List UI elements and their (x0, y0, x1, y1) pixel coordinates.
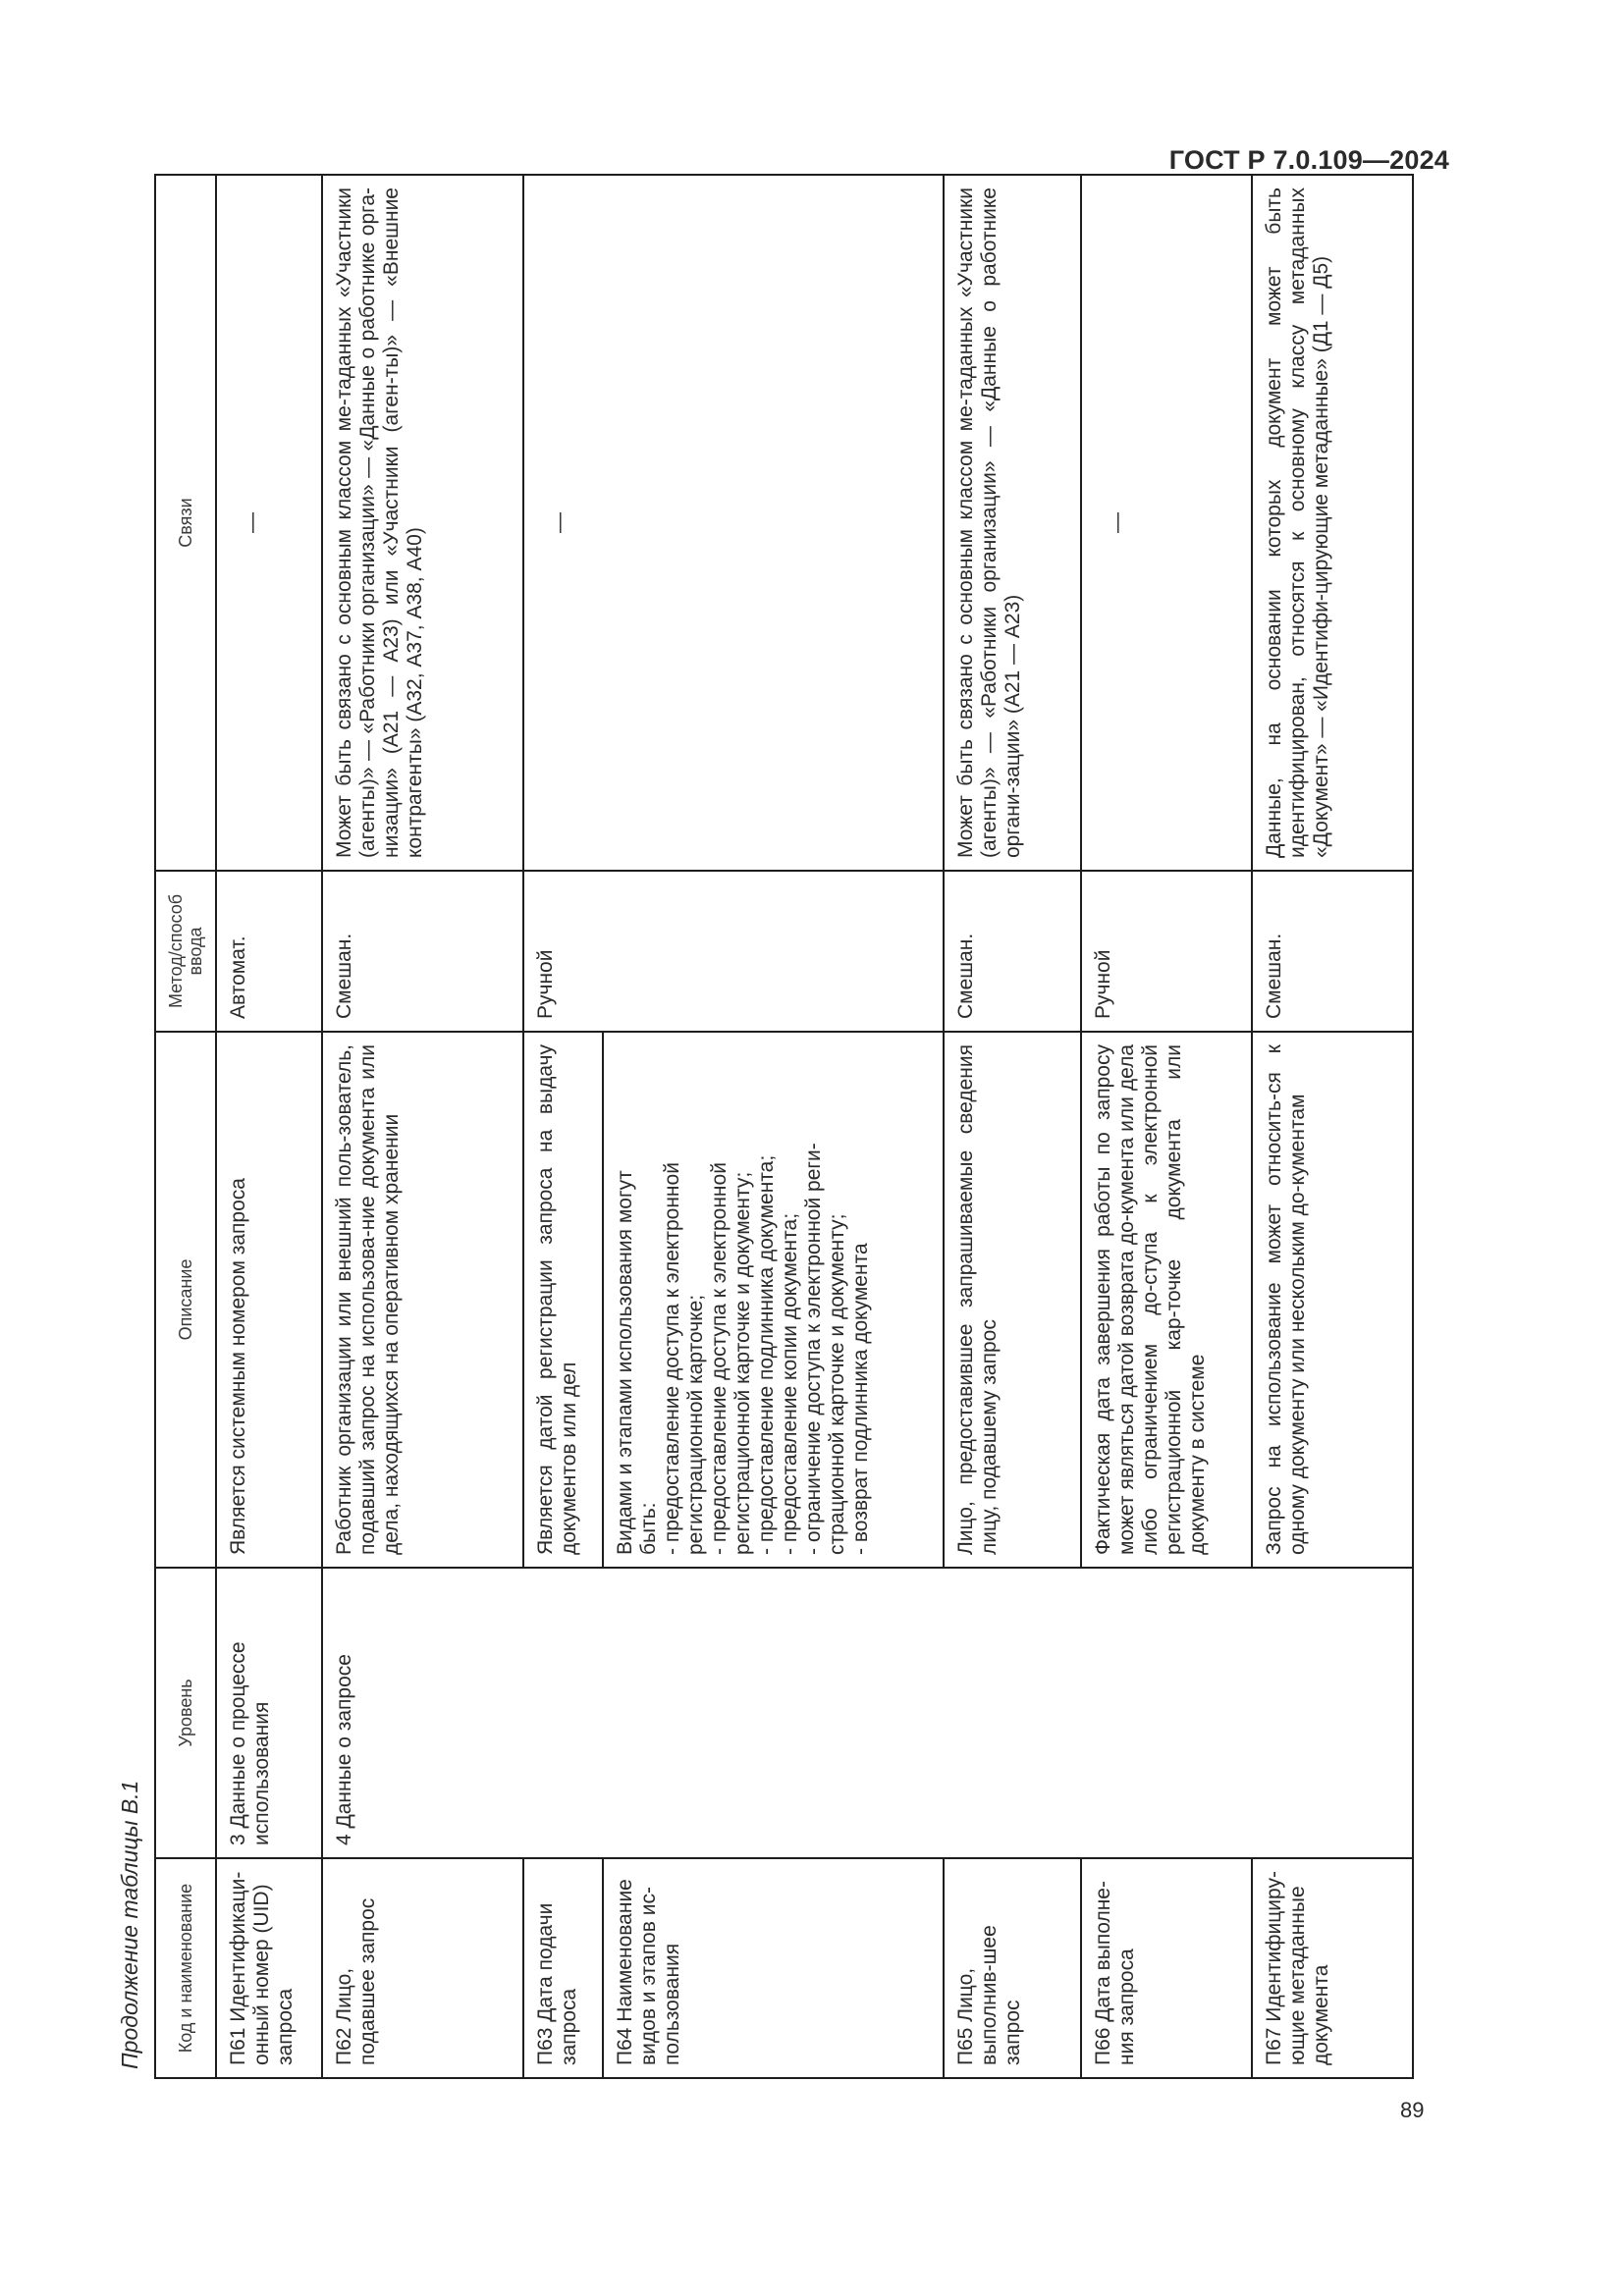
description-line: быть: (637, 1502, 660, 1555)
cell-description: Является системным номером запроса (216, 1032, 322, 1568)
document-standard-number: ГОСТ Р 7.0.109—2024 (1168, 145, 1449, 175)
cell-level (1081, 1568, 1252, 1858)
cell-description: Фактическая дата завершения работы по запросу может являться датой возврата до-кумента или дела либо ограничением до-ступа к электронной регистрационной кар-точке документа или документу в системе (1081, 1032, 1252, 1568)
column-header-code: Код и наименование (155, 1858, 216, 2078)
rotated-page-content (103, 47, 1458, 2079)
table-caption: Продолжение таблицы В.1 (117, 1780, 142, 2069)
cell-code: П66 Дата выполне-ния запроса (1081, 1858, 1252, 2078)
table-header-row (155, 175, 216, 2078)
description-line: страционной карточке и документу; (826, 1213, 848, 1555)
cell-code: П67 Идентифициру-ющие метаданные документа (1252, 1858, 1413, 2078)
description-line: Видами и этапами использования могут (614, 1170, 636, 1555)
cell-description (603, 1032, 944, 1568)
cell-method: Смешан. (1252, 871, 1413, 1032)
column-header-description: Описание (155, 1032, 216, 1568)
table-row (322, 175, 523, 2078)
cell-links: Данные, на основании которых документ может быть идентифицирован, относятся к основному классу метаданных «Документ» — «Идентифи-цирующие метаданные» (Д1 — Д5) (1252, 175, 1413, 871)
cell-level (523, 1568, 603, 1858)
description-line: регистрационной карточке и документу; (731, 1171, 754, 1555)
cell-level (944, 1568, 1081, 1858)
table-row (1081, 175, 1252, 2078)
description-line: - предоставление доступа к электронной (708, 1162, 731, 1555)
description-line: - ограничение доступа к электронной реги- (802, 1143, 825, 1555)
cell-method: Смешан. (322, 871, 523, 1032)
cell-description: Лицо, предоставившее запрашиваемые сведения лицу, подавшему запрос (944, 1032, 1081, 1568)
table-row (944, 175, 1081, 2078)
cell-description: Работник организации или внешний поль-зователь, подавший запрос на использова-ние документа или дела, находящихся на оперативном хранении (322, 1032, 523, 1568)
cell-level: 3 Данные о процессе использования (216, 1568, 322, 1858)
column-header-level: Уровень (155, 1568, 216, 1858)
cell-code: П62 Лицо, подавшее запрос (322, 1858, 523, 2078)
cell-code: П64 Наименование видов и этапов ис-пользования (603, 1858, 944, 2078)
description-line: - предоставление доступа к электронной (661, 1162, 683, 1555)
cell-description: Запрос на использование может относить-ся к одному документу или нескольким до-кументам (1252, 1032, 1413, 1568)
cell-method: Ручной (1081, 871, 1252, 1032)
cell-code: П63 Дата подачи запроса (523, 1858, 603, 2078)
cell-level (603, 1568, 944, 1858)
cell-code: П65 Лицо, выполнив-шее запрос (944, 1858, 1081, 2078)
cell-description: Является датой регистрации запроса на выдачу документов или дел (523, 1032, 603, 1568)
cell-level: 4 Данные о запросе (322, 1568, 523, 1858)
cell-links: — (523, 175, 944, 871)
table-row (523, 175, 603, 2078)
cell-method: Автомат. (216, 871, 322, 1032)
description-line: - предоставление подлинника документа; (755, 1154, 778, 1555)
description-line: - предоставление копии документа; (779, 1212, 801, 1555)
description-line: - возврат подлинника документа (849, 1243, 872, 1555)
cell-links: Может быть связано с основным классом ме-таданных «Участники (агенты)» — «Работники организации» — «Данные о работнике орга-низации» (А21 — А23) или «Участники (аген-ты)» — «Внешние контрагенты» (А32, А37, А38, А40) (322, 175, 523, 871)
column-header-method: Метод/способ ввода (155, 871, 216, 1032)
cell-code: П61 Идентификаци-онный номер (UID) запроса (216, 1858, 322, 2078)
table-row (1252, 175, 1413, 2078)
page-number: 89 (1400, 2098, 1425, 2122)
cell-method: Ручной (523, 871, 944, 1032)
cell-level (1252, 1568, 1413, 1858)
cell-method: Смешан. (944, 871, 1081, 1032)
cell-links: — (1081, 175, 1252, 871)
column-header-links: Связи (155, 175, 216, 871)
cell-links: — (216, 175, 322, 871)
cell-links: Может быть связано с основным классом ме-таданных «Участники (агенты)» — «Работники организации» — «Данные о работнике органи-зации» (А21 — А23) (944, 175, 1081, 871)
table-row (216, 175, 322, 2078)
metadata-table (154, 174, 1414, 2079)
description-line: регистрационной карточке; (684, 1294, 707, 1555)
